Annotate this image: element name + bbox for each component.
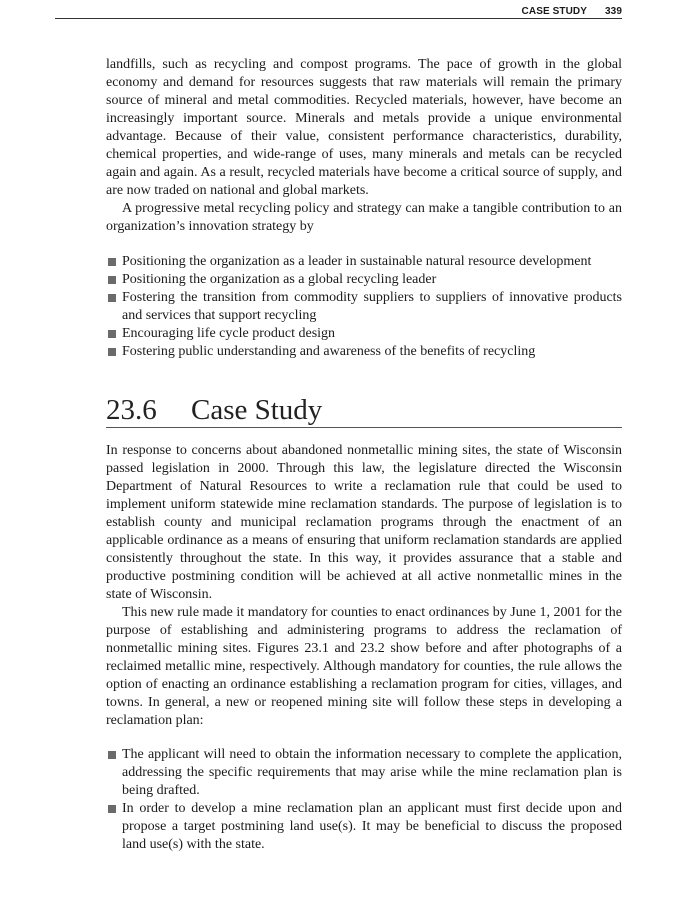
case-study-paragraph-2: This new rule made it mandatory for counties to enact ordinances by June 1, 2001 for the purpose of establishing and administering programs to address the reclamation of nonmetallic mining sites. Figures 23.1 and 23.2 show before and after photographs of a reclaimed metallic mine, respectively. Although mandatory for counties, the rule allows the option of enacting an ordinance establishing a reclamation program for cities, villages, and towns. In general, a new or reopened mining site will follow these steps in developing a reclamation plan: bbox=[106, 605, 622, 728]
list-item bbox=[106, 289, 622, 325]
section-heading bbox=[106, 393, 622, 428]
square-bullet-icon bbox=[108, 258, 116, 266]
square-bullet-icon bbox=[108, 330, 116, 338]
list-item-text: Encouraging life cycle product design bbox=[122, 326, 336, 341]
case-study-body bbox=[106, 442, 622, 730]
list-item bbox=[106, 343, 622, 361]
intro-block bbox=[106, 56, 622, 236]
section-number: 23.6 bbox=[106, 394, 157, 426]
intro-paragraph-1: landfills, such as recycling and compost programs. The pace of growth in the global economy and demand for resources suggests that raw materials will remain the primary source of mineral and metal commodities. Recycled materials, however, have become an increasingly important source. Minerals and metals provide a unique environmental advantage. Because of their value, consistent performance characteristics, durability, chemical properties, and wide-range of uses, many minerals and metals can be recycled again and again. As a result, recycled materials have become a critical source of supply, and are now traded on national and global markets. bbox=[106, 57, 622, 198]
case-study-bullet-list bbox=[106, 746, 622, 854]
list-item bbox=[106, 746, 622, 800]
intro-bullet-list bbox=[106, 253, 622, 361]
list-item-text: Positioning the organization as a leader in sustainable natural resource development bbox=[122, 254, 592, 269]
square-bullet-icon bbox=[108, 294, 116, 302]
list-item-text: Fostering the transition from commodity suppliers to suppliers of innovative products and services that support recycling bbox=[122, 290, 622, 323]
list-item-text: Positioning the organization as a global recycling leader bbox=[122, 272, 437, 287]
list-item bbox=[106, 271, 622, 289]
section-title: Case Study bbox=[191, 394, 323, 426]
list-item-text: In order to develop a mine reclamation plan an applicant must first decide upon and propose a target postmining land use(s). It may be beneficial to discuss the proposed land use(s) with the state. bbox=[122, 801, 622, 852]
square-bullet-icon bbox=[108, 276, 116, 284]
running-head bbox=[55, 6, 622, 19]
list-item-text: Fostering public understanding and awareness of the benefits of recycling bbox=[122, 344, 536, 359]
square-bullet-icon bbox=[108, 805, 116, 813]
square-bullet-icon bbox=[108, 751, 116, 759]
list-item bbox=[106, 325, 622, 343]
square-bullet-icon bbox=[108, 348, 116, 356]
list-item bbox=[106, 800, 622, 854]
list-item-text: The applicant will need to obtain the information necessary to complete the application, addressing the specific requirements that may arise while the mine reclamation plan is being drafted. bbox=[122, 747, 622, 798]
running-head-title: CASE STUDY bbox=[521, 6, 587, 17]
page-number: 339 bbox=[605, 6, 622, 17]
case-study-paragraph-1: In response to concerns about abandoned nonmetallic mining sites, the state of Wisconsin passed legislation in 2000. Through this law, the legislature directed the Wisconsin Department of Natural Resources to write a reclamation rule that could be used to implement uniform statewide mine reclamation standards. The purpose of legislation is to establish county and municipal reclamation programs through the enactment of an applicable ordinance as a means of ensuring that uniform reclamation standards are applied consistently throughout the state. In this way, it provides assurance that a stable and productive postmining condition will be achieved at all active nonmetallic mines in the state of Wisconsin. bbox=[106, 443, 622, 602]
list-item bbox=[106, 253, 622, 271]
intro-paragraph-2: A progressive metal recycling policy and strategy can make a tangible contribution to an organization’s innovation strategy by bbox=[106, 201, 622, 234]
